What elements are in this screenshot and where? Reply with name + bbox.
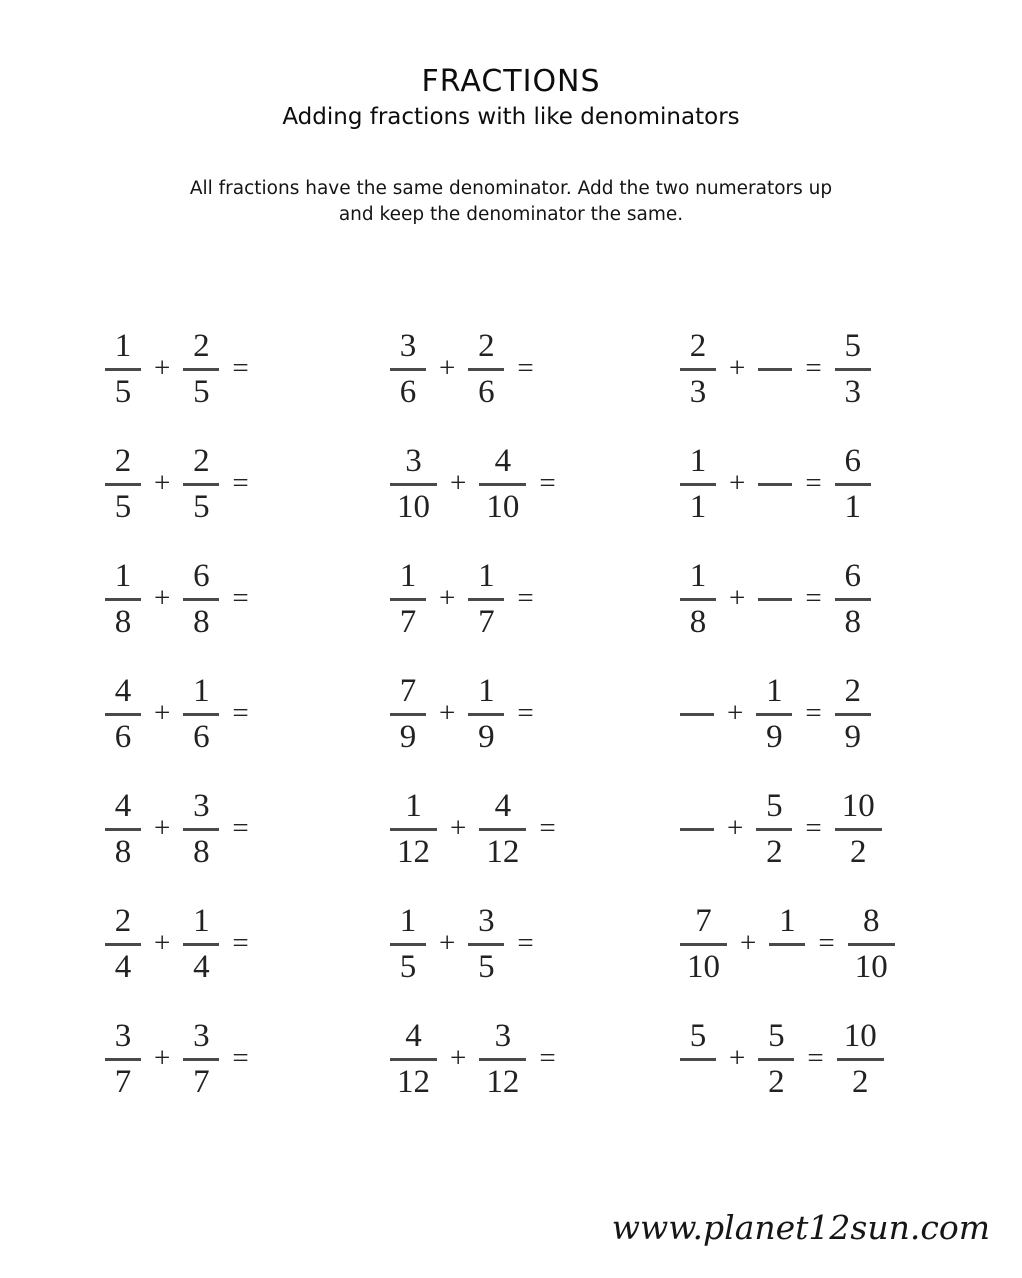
numerator: 2 [689,328,707,364]
equals-sign: = [539,1042,556,1074]
plus-sign: + [154,927,171,959]
denominator: 4 [114,949,132,985]
denominator: 12 [397,834,430,870]
fraction [183,444,219,525]
fraction [183,1019,219,1100]
numerator: 6 [844,443,861,479]
numerator: 7 [399,673,417,709]
equals-sign: = [232,927,249,959]
plus-sign: + [154,812,171,844]
numerator: 4 [114,788,132,824]
fraction [390,329,426,410]
plus-sign: + [439,352,456,384]
numerator: 2 [844,673,861,709]
fraction [105,904,141,985]
plus-sign: + [439,927,456,959]
denominator: 7 [399,604,417,640]
denominator-blank [691,1061,705,1100]
plus-sign: + [727,697,744,729]
numerator: 2 [193,328,210,364]
plus-sign: + [450,467,467,499]
numerator: 1 [193,903,210,939]
denominator: 5 [399,949,417,985]
numerator: 1 [114,558,132,594]
numerator: 3 [193,1018,210,1054]
fraction [680,559,716,640]
numerator: 1 [779,903,796,939]
problem [680,427,1022,542]
numerator: 4 [114,673,132,709]
fraction [468,329,504,410]
numerator: 7 [695,903,712,939]
denominator: 2 [766,834,783,870]
problem [390,772,680,887]
problems-grid [0,312,1022,1117]
instructions [0,176,1022,228]
fraction [756,674,792,755]
equals-sign: = [805,697,822,729]
equals-sign: = [539,467,556,499]
denominator: 12 [486,1064,520,1100]
answer-blank [680,828,714,831]
problem [390,542,680,657]
numerator: 1 [478,673,495,709]
fraction [468,674,504,755]
plus-sign: + [154,697,171,729]
numerator: 3 [193,788,210,824]
problem [680,1002,1022,1117]
plus-sign: + [729,1042,746,1074]
numerator: 1 [689,558,707,594]
denominator: 10 [687,949,720,985]
problem [105,772,390,887]
fraction [183,329,219,410]
equals-sign: = [807,1042,824,1074]
fraction [835,559,871,640]
numerator: 5 [768,1018,785,1054]
problem [105,312,390,427]
fraction [390,559,426,640]
denominator: 3 [689,374,707,410]
numerator: 10 [843,1018,877,1054]
page-title: FRACTIONS [421,64,601,99]
denominator: 6 [399,374,417,410]
problem [390,887,680,1002]
denominator: 9 [844,719,861,755]
numerator: 1 [689,443,707,479]
problem [105,887,390,1002]
problem [390,1002,680,1117]
plus-sign: + [727,812,744,844]
numerator: 10 [841,788,875,824]
numerator: 5 [689,1018,707,1054]
numerator: 3 [494,1018,512,1054]
problem [390,657,680,772]
problem [390,427,680,542]
fraction [105,1019,141,1100]
equals-sign: = [805,582,822,614]
plus-sign: + [729,352,746,384]
denominator: 6 [478,374,495,410]
plus-sign: + [154,467,171,499]
plus-sign: + [740,927,757,959]
denominator: 7 [193,1064,210,1100]
denominator: 5 [193,489,210,525]
numerator: 4 [405,1018,422,1054]
fraction [183,789,219,870]
fraction [183,674,219,755]
equals-sign: = [517,352,534,384]
denominator: 12 [397,1064,430,1100]
fraction [390,674,426,755]
equals-sign: = [232,1042,249,1074]
problem [390,312,680,427]
numerator: 3 [478,903,495,939]
numerator: 5 [844,328,861,364]
denominator: 10 [486,489,520,525]
denominator: 3 [844,374,861,410]
page-subtitle: Adding fractions with like denominators [282,104,740,130]
equals-sign: = [517,927,534,959]
numerator: 1 [114,328,132,364]
fraction [105,559,141,640]
fraction [479,789,526,870]
numerator: 1 [399,903,417,939]
denominator: 2 [851,1064,869,1100]
fraction [479,1019,526,1100]
denominator: 8 [114,604,132,640]
denominator: 8 [844,604,861,640]
equals-sign: = [232,812,249,844]
numerator: 1 [193,673,210,709]
numerator: 1 [478,558,495,594]
numerator: 3 [405,443,422,479]
denominator: 1 [844,489,861,525]
fraction [390,789,437,870]
fraction [183,904,219,985]
numerator: 6 [844,558,861,594]
fraction [680,444,716,525]
fraction [479,444,526,525]
worksheet-header [0,0,1022,132]
denominator: 2 [849,834,867,870]
fraction [468,559,504,640]
numerator: 6 [193,558,210,594]
problem [105,427,390,542]
problem [680,657,1022,772]
denominator: 1 [689,489,707,525]
fraction [183,559,219,640]
numerator: 5 [766,788,783,824]
plus-sign: + [439,697,456,729]
fraction [105,789,141,870]
fraction [105,444,141,525]
equals-sign: = [517,697,534,729]
fraction [680,329,716,410]
equals-sign: = [232,582,249,614]
problem [680,312,1022,427]
denominator: 7 [114,1064,132,1100]
fraction [835,674,871,755]
plus-sign: + [729,582,746,614]
fraction [390,904,426,985]
problem [105,1002,390,1117]
fraction [835,789,882,870]
numerator: 3 [114,1018,132,1054]
plus-sign: + [729,467,746,499]
denominator: 9 [766,719,783,755]
fraction [758,1019,794,1100]
answer-blank [758,598,792,601]
problem [105,657,390,772]
fraction [680,1019,716,1100]
fraction [105,674,141,755]
denominator: 10 [854,949,888,985]
numerator: 3 [399,328,417,364]
denominator: 8 [689,604,707,640]
denominator: 12 [486,834,520,870]
fraction [835,329,871,410]
plus-sign: + [439,582,456,614]
numerator: 4 [494,788,512,824]
fraction [390,1019,437,1100]
numerator: 2 [114,443,132,479]
denominator: 9 [478,719,495,755]
denominator: 7 [478,604,495,640]
answer-blank [758,368,792,371]
numerator: 2 [478,328,495,364]
equals-sign: = [805,467,822,499]
denominator: 10 [397,489,430,525]
denominator: 4 [193,949,210,985]
numerator: 1 [766,673,783,709]
equals-sign: = [232,352,249,384]
numerator: 2 [114,903,132,939]
plus-sign: + [154,582,171,614]
numerator: 4 [494,443,512,479]
instructions-line-2: and keep the denominator the same. [338,204,684,225]
fraction [837,1019,884,1100]
denominator: 2 [768,1064,785,1100]
fraction [468,904,504,985]
denominator: 6 [193,719,210,755]
equals-sign: = [517,582,534,614]
numerator: 1 [399,558,417,594]
denominator-blank [780,946,794,985]
denominator: 8 [114,834,132,870]
equals-sign: = [539,812,556,844]
website-credit: www.planet12sun.com [611,1208,990,1247]
equals-sign: = [818,927,835,959]
plus-sign: + [450,812,467,844]
problem [680,887,1022,1002]
answer-blank [680,713,714,716]
equals-sign: = [232,467,249,499]
problem [680,772,1022,887]
fraction [390,444,437,525]
instructions-line-1: All fractions have the same denominator. Add the two numerators up [189,178,833,199]
fraction [756,789,792,870]
fraction [848,904,895,985]
equals-sign: = [232,697,249,729]
denominator: 5 [193,374,210,410]
numerator: 8 [862,903,880,939]
plus-sign: + [154,352,171,384]
problem [105,542,390,657]
denominator: 6 [114,719,132,755]
answer-blank [758,483,792,486]
plus-sign: + [450,1042,467,1074]
equals-sign: = [805,352,822,384]
denominator: 8 [193,604,210,640]
fraction [769,904,805,985]
fraction [835,444,871,525]
equals-sign: = [805,812,822,844]
problem [680,542,1022,657]
fraction [680,904,727,985]
denominator: 5 [114,489,132,525]
numerator: 2 [193,443,210,479]
denominator: 5 [478,949,495,985]
denominator: 8 [193,834,210,870]
plus-sign: + [154,1042,171,1074]
fraction [105,329,141,410]
numerator: 1 [405,788,422,824]
denominator: 9 [399,719,417,755]
denominator: 5 [114,374,132,410]
